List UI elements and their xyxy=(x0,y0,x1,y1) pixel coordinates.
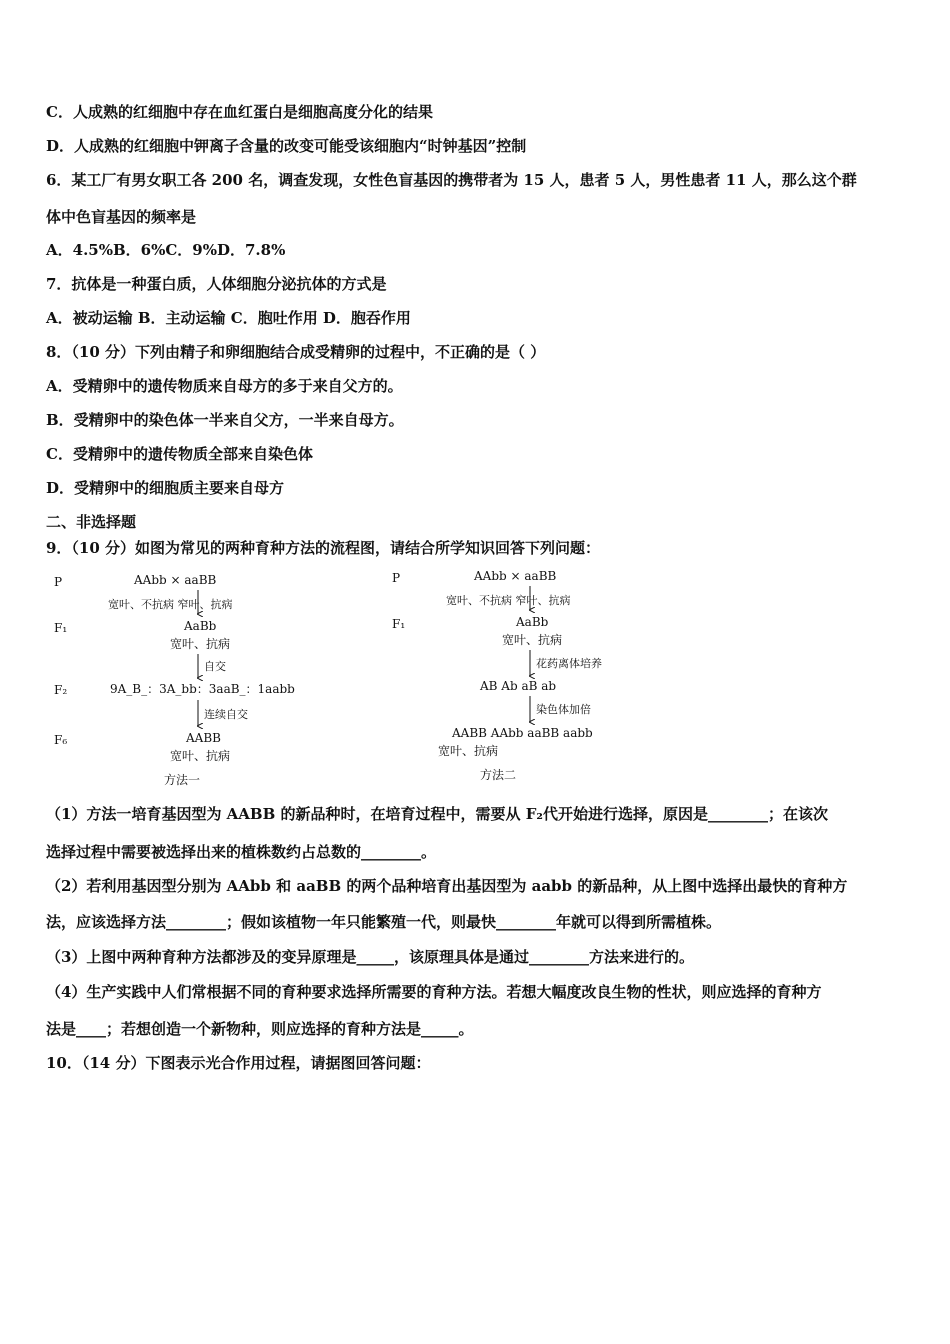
option-c-q5: C．人成熟的红细胞中存在血红蛋白是细胞高度分化的结果 xyxy=(46,103,433,121)
question-8-option-d: D．受精卵中的细胞质主要来自母方 xyxy=(46,479,285,497)
question-8-option-a: A．受精卵中的遗传物质来自母方的多于来自父方的。 xyxy=(46,377,403,395)
question-8: 8．（10 分）下列由精子和卵细胞结合成受精卵的过程中，不正确的是（ ） xyxy=(46,343,546,361)
m2-gametes: AB Ab aB ab xyxy=(480,679,557,693)
question-7: 7．抗体是一种蛋白质，人体细胞分泌抗体的方式是 xyxy=(46,275,387,293)
m1-f1-label: F₁ xyxy=(54,621,68,635)
method-one xyxy=(54,573,295,787)
section-heading: 二、非选择题 xyxy=(46,513,137,531)
m1-f6-trait: 宽叶、抗病 xyxy=(170,749,231,763)
q9-part-4-cont: 法是____；若想创造一个新物种，则应选择的育种方法是_____。 xyxy=(46,1020,474,1038)
m1-f1-trait: 宽叶、抗病 xyxy=(170,637,231,651)
option-d-q5: D．人成熟的红细胞中钾离子含量的改变可能受该细胞内“时钟基因”控制 xyxy=(46,137,527,155)
q9-part-2-cont: 法，应该选择方法________；假如该植物一年只能繁殖一代，则最快________年就可以得到所需植株。 xyxy=(46,913,722,931)
m2-step-anther-culture: 花药离体培养 xyxy=(536,657,602,670)
question-6-options: A．4.5%B．6%C．9%D．7.8% xyxy=(46,241,286,259)
method-two xyxy=(392,569,602,782)
m2-f1-trait: 宽叶、抗病 xyxy=(502,633,563,647)
m1-f1-genotype: AaBb xyxy=(184,619,217,633)
m1-f2-ratio: 9A_B_：3A_bb：3aaB_：1aabb xyxy=(110,682,295,696)
m2-parent-traits: 宽叶、不抗病 窄叶、抗病 xyxy=(446,594,571,607)
m2-title: 方法二 xyxy=(480,768,517,782)
q9-part-2: （2）若利用基因型分别为 AAbb 和 aaBB 的两个品种培育出基因型为 aabb 的新品种，从上图中选择出最快的育种方 xyxy=(46,877,848,895)
q9-part-1: （1）方法一培育基因型为 AABB 的新品种时，在培育过程中，需要从 F₂代开始进行选择，原因是________；在该次 xyxy=(46,805,828,823)
m1-parents: AAbb × aaBB xyxy=(134,573,217,587)
m1-step-selfing: 自交 xyxy=(204,660,226,673)
m1-f6-genotype: AABB xyxy=(186,731,221,745)
m1-parent-traits: 宽叶、不抗病 窄叶、抗病 xyxy=(108,598,233,611)
question-8-option-b: B．受精卵中的染色体一半来自父方，一半来自母方。 xyxy=(46,411,404,429)
m2-step-doubling: 染色体加倍 xyxy=(536,703,591,716)
m1-f2-label: F₂ xyxy=(54,683,68,697)
question-9: 9．（10 分）如图为常见的两种育种方法的流程图，请结合所学知识回答下列问题： xyxy=(46,539,601,557)
question-8-option-c: C．受精卵中的遗传物质全部来自染色体 xyxy=(46,445,313,463)
breeding-flowchart xyxy=(46,566,666,796)
q9-part-1-cont: 选择过程中需要被选择出来的植株数约占总数的________。 xyxy=(46,843,437,861)
question-10: 10．（14 分）下图表示光合作用过程，请据图回答问题： xyxy=(46,1054,431,1072)
m2-result-trait: 宽叶、抗病 xyxy=(438,744,499,758)
question-6-cont: 体中色盲基因的频率是 xyxy=(46,208,197,226)
m1-step-continuous: 连续自交 xyxy=(204,708,248,721)
q9-part-4: （4）生产实践中人们常根据不同的育种要求选择所需要的育种方法。若想大幅度改良生物的性状，则应选择的育种方 xyxy=(46,983,822,1001)
question-7-options: A．被动运输 B．主动运输 C．胞吐作用 D．胞吞作用 xyxy=(46,309,411,327)
m1-title: 方法一 xyxy=(164,773,201,787)
question-6: 6．某工厂有男女职工各 200 名，调查发现，女性色盲基因的携带者为 15 人，患者 5 人，男性患者 11 人，那么这个群 xyxy=(46,171,857,189)
q9-part-3: （3）上图中两种育种方法都涉及的变异原理是_____，该原理具体是通过________方法来进行的。 xyxy=(46,948,694,966)
m1-f6-label: F₆ xyxy=(54,733,68,747)
m2-result-genotypes: AABB AAbb aaBB aabb xyxy=(452,726,593,740)
m2-p-label: P xyxy=(392,571,401,585)
m2-f1-label: F₁ xyxy=(392,617,406,631)
m1-p-label: P xyxy=(54,575,63,589)
m2-parents: AAbb × aaBB xyxy=(474,569,557,583)
m2-f1-genotype: AaBb xyxy=(516,615,549,629)
